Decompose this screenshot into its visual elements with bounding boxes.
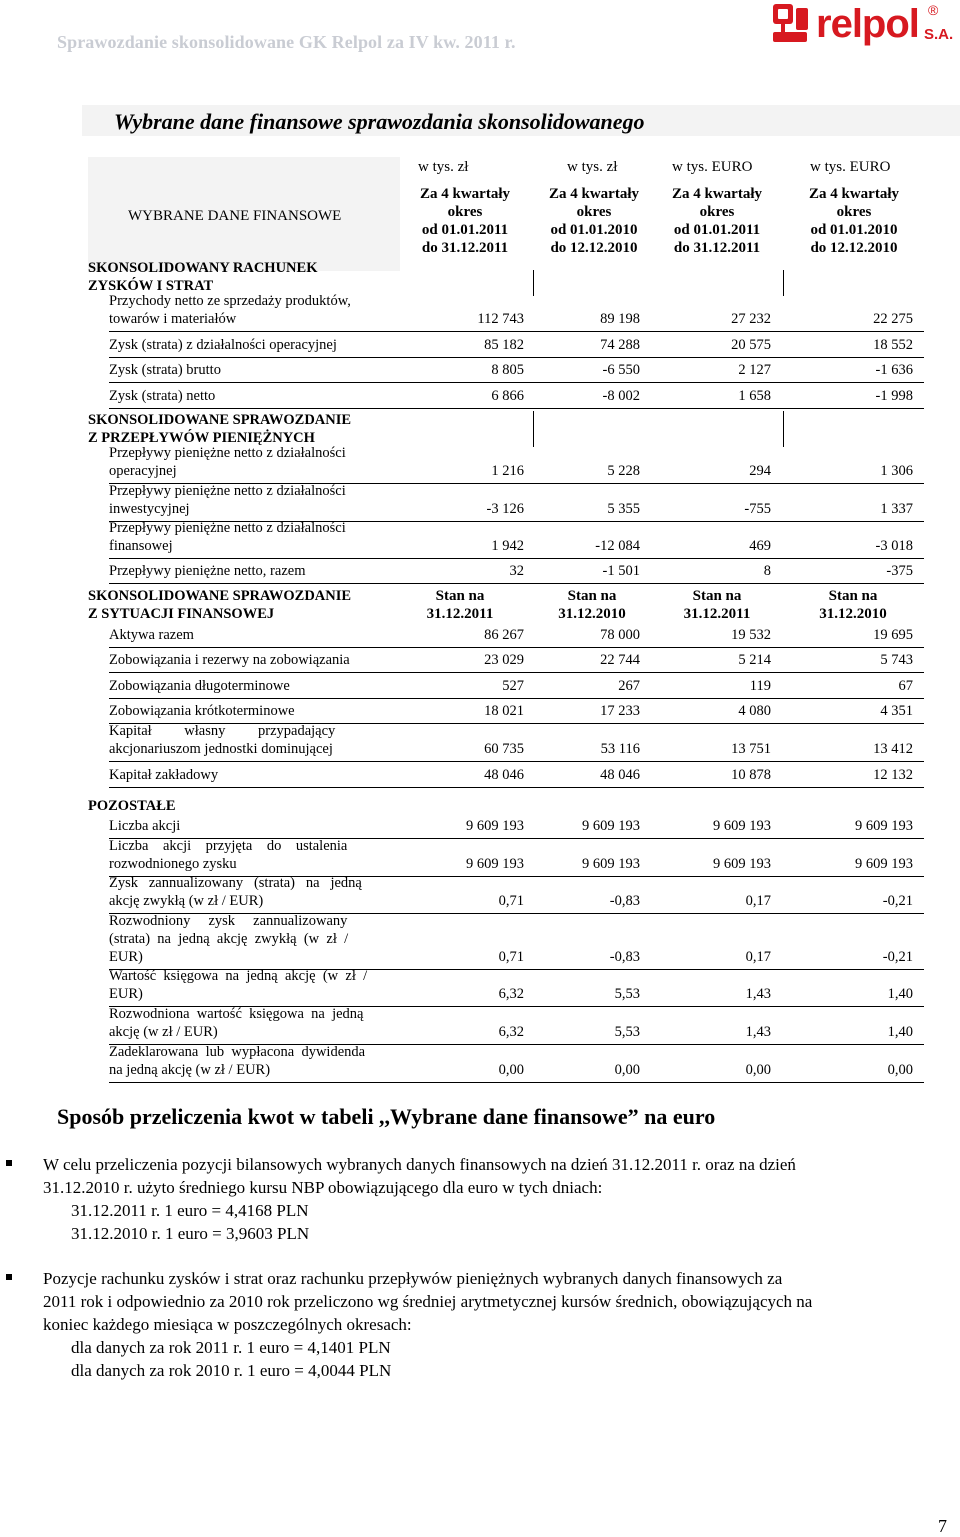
section-title: Wybrane dane finansowe sprawozdania skonsolidowanego (114, 109, 645, 134)
logo-registered-mark: ® (928, 2, 939, 18)
table-head-label: WYBRANE DANE FINANSOWE (128, 208, 342, 224)
row-label: Przepływy pieniężne netto z działalności operacyjnej (109, 445, 346, 479)
unit-col-4: w tys. EURO (810, 159, 891, 175)
row-value-col-4: 5 743 (880, 652, 913, 668)
row-label: Zysk (strata) netto (109, 388, 216, 404)
row-value-col-4: 0,00 (887, 1062, 913, 1078)
row-divider (109, 672, 924, 673)
row-label: Zysk (strata) z działalności operacyjnej (109, 337, 337, 353)
row-value-col-2: 22 744 (600, 652, 640, 668)
row-label: Przepływy pieniężne netto z działalności finansowej (109, 520, 346, 554)
method-paragraph-2: Pozycje rachunku zysków i strat oraz rachunku przepływów pieniężnych wybranych danych finansowych za 2011 rok i odpowiednio za 2010 rok przeliczono wg średniej arytmetycznej kursów średnich, obowiązujących na koniec każdego miesiąca w poszczególnych okresach: dla danych za rok 2011 r. 1 euro = 4,1401 PLN dla danych za rok 2010 r. 1 euro = 4,0044 PLN (43, 1269, 813, 1380)
row-value-col-4: 67 (898, 678, 913, 694)
row-value-col-4: 1 337 (880, 501, 913, 517)
row-value-col-4: -1 636 (875, 362, 913, 378)
row-value-col-1: 18 021 (484, 703, 524, 719)
row-value-col-3: 9 609 193 (713, 856, 771, 872)
row-label: Przychody netto ze sprzedaży produktów, towarów i materiałów (109, 293, 351, 327)
row-value-col-2: -1 501 (602, 563, 640, 579)
row-label: Zadeklarowana lub wypłacona dywidenda na jedną akcję (w zł / EUR) (109, 1044, 366, 1078)
row-value-col-3: -755 (744, 501, 771, 517)
row-value-col-1: 0,71 (498, 949, 524, 965)
row-value-col-4: 1,40 (887, 1024, 913, 1040)
row-value-col-2: 9 609 193 (582, 818, 640, 834)
row-value-col-4: 22 275 (873, 311, 913, 327)
row-label: Wartość księgowa na jedną akcję (w zł / EUR) (109, 968, 368, 1002)
row-divider (109, 357, 924, 358)
row-value-col-3: 5 214 (738, 652, 771, 668)
row-divider (109, 698, 924, 699)
period-col-2: Za 4 kwartały okres od 01.01.2010 do 12.12.2010 (549, 186, 639, 256)
row-value-col-2: -0,83 (609, 949, 640, 965)
row-value-col-3: 27 232 (731, 311, 771, 327)
row-value-col-4: 12 132 (873, 767, 913, 783)
row-value-col-1: 1 942 (491, 538, 524, 554)
row-divider (109, 1082, 924, 1083)
section-label-financial-position: SKONSOLIDOWANE SPRAWOZDANIE Z SYTUACJI FINANSOWEJ (88, 588, 352, 622)
row-divider (109, 408, 924, 409)
bullet-icon (6, 1160, 12, 1166)
balance-head-col-1: Stan na 31.12.2011 (426, 588, 494, 622)
row-divider (109, 558, 924, 559)
row-label: Zysk zannualizowany (strata) na jedną akcję zwykłą (w zł / EUR) (109, 875, 362, 909)
row-label: Rozwodniona wartość księgowa na jedną akcję (w zł / EUR) (109, 1006, 364, 1040)
row-value-col-1: 6 866 (491, 388, 524, 404)
row-value-col-1: 527 (502, 678, 524, 694)
row-label: Liczba akcji (109, 818, 181, 834)
row-divider (109, 583, 924, 584)
row-value-col-2: 5 355 (607, 501, 640, 517)
method-heading: Sposób przeliczenia kwot w tabeli ,,Wybrane dane finansowe” na euro (57, 1104, 716, 1129)
row-value-col-3: 19 532 (731, 627, 771, 643)
row-label: Zobowiązania długoterminowe (109, 678, 290, 694)
row-value-col-4: 18 552 (873, 337, 913, 353)
row-value-col-3: 1,43 (745, 986, 771, 1002)
period-col-4: Za 4 kwartały okres od 01.01.2010 do 12.12.2010 (809, 186, 899, 256)
grid-line (533, 411, 534, 447)
row-value-col-2: 17 233 (600, 703, 640, 719)
row-value-col-3: 8 (763, 563, 771, 579)
relay-icon (770, 2, 814, 46)
row-value-col-4: 19 695 (873, 627, 913, 643)
row-value-col-4: -3 018 (875, 538, 913, 554)
row-label: Kapitał własny przypadający akcjonariuszom jednostki dominującej (109, 723, 336, 757)
row-value-col-1: 32 (509, 563, 524, 579)
row-value-col-3: 294 (749, 463, 771, 479)
row-divider (109, 647, 924, 648)
row-value-col-4: 1,40 (887, 986, 913, 1002)
row-value-col-2: 74 288 (600, 337, 640, 353)
row-value-col-2: 0,00 (614, 1062, 640, 1078)
row-value-col-2: 53 116 (600, 741, 640, 757)
balance-head-col-2: Stan na 31.12.2010 (558, 588, 626, 622)
row-label: Zobowiązania i rezerwy na zobowiązania (109, 652, 350, 668)
document-header-title: Sprawozdanie skonsolidowane GK Relpol za IV kw. 2011 r. (57, 32, 516, 52)
row-value-col-2: 5,53 (614, 1024, 640, 1040)
unit-col-3: w tys. EURO (672, 159, 753, 175)
section-label-cashflow: SKONSOLIDOWANE SPRAWOZDANIE Z PRZEPŁYWÓW PIENIĘŻNYCH (88, 412, 352, 446)
grid-line (783, 270, 784, 296)
row-value-col-2: 5,53 (614, 986, 640, 1002)
row-value-col-4: -0,21 (882, 949, 913, 965)
row-value-col-3: 469 (749, 538, 771, 554)
row-label: Liczba akcji przyjęta do ustalenia rozwodnionego zysku (109, 838, 348, 872)
row-value-col-3: 0,17 (745, 893, 771, 909)
unit-col-2: w tys. zł (567, 159, 618, 175)
logo-suffix: S.A. (924, 26, 954, 43)
row-value-col-2: 89 198 (600, 311, 640, 327)
row-value-col-3: 119 (749, 678, 771, 694)
row-value-col-3: 2 127 (738, 362, 771, 378)
row-value-col-4: 9 609 193 (855, 856, 913, 872)
row-value-col-1: 1 216 (491, 463, 524, 479)
row-value-col-3: 0,00 (745, 1062, 771, 1078)
method-paragraph-1: W celu przeliczenia pozycji bilansowych wybranych danych finansowych na dzień 31.12.2011 r. oraz na dzień 31.12.2010 r. użyto średniego kursu NBP obowiązującego dla euro w tych dniach: 31.12.2011 r. 1 euro = 4,4168 PLN 31.12.2010 r. 1 euro = 3,9603 PLN (43, 1155, 796, 1243)
row-value-col-4: -1 998 (875, 388, 913, 404)
row-label: Kapitał zakładowy (109, 767, 219, 783)
row-value-col-1: 86 267 (484, 627, 524, 643)
period-col-3: Za 4 kwartały okres od 01.01.2011 do 31.12.2011 (672, 186, 762, 256)
row-divider (109, 331, 924, 332)
row-value-col-1: 60 735 (484, 741, 524, 757)
row-value-col-4: 9 609 193 (855, 818, 913, 834)
row-value-col-2: 9 609 193 (582, 856, 640, 872)
row-label: Przepływy pieniężne netto z działalności inwestycyjnej (109, 483, 346, 517)
bullet-icon (6, 1274, 12, 1280)
row-value-col-3: 20 575 (731, 337, 771, 353)
row-value-col-1: 0,00 (498, 1062, 524, 1078)
row-label: Aktywa razem (109, 627, 194, 643)
row-value-col-4: 1 306 (880, 463, 913, 479)
row-value-col-4: -0,21 (882, 893, 913, 909)
row-value-col-3: 1 658 (738, 388, 771, 404)
row-value-col-1: -3 126 (486, 501, 524, 517)
relpol-logo (770, 2, 960, 46)
row-value-col-2: -8 002 (602, 388, 640, 404)
row-value-col-3: 13 751 (731, 741, 771, 757)
balance-head-col-3: Stan na 31.12.2011 (683, 588, 751, 622)
row-value-col-1: 112 743 (477, 311, 524, 327)
row-label: Przepływy pieniężne netto, razem (109, 563, 306, 579)
row-value-col-2: -0,83 (609, 893, 640, 909)
row-value-col-3: 1,43 (745, 1024, 771, 1040)
period-col-1: Za 4 kwartały okres od 01.01.2011 do 31.12.2011 (420, 186, 510, 256)
row-value-col-3: 10 878 (731, 767, 771, 783)
balance-head-col-4: Stan na 31.12.2010 (819, 588, 887, 622)
row-value-col-1: 8 805 (491, 362, 524, 378)
row-label: Rozwodniony zysk zannualizowany (strata) na jedną akcję zwykłą (w zł / EUR) (109, 913, 349, 965)
section-label-income: SKONSOLIDOWANY RACHUNEK ZYSKÓW I STRAT (88, 260, 318, 294)
row-value-col-2: -6 550 (602, 362, 640, 378)
row-value-col-1: 9 609 193 (466, 818, 524, 834)
row-value-col-1: 85 182 (484, 337, 524, 353)
row-value-col-2: 78 000 (600, 627, 640, 643)
row-value-col-2: 5 228 (607, 463, 640, 479)
row-label: Zysk (strata) brutto (109, 362, 221, 378)
grid-line (533, 270, 534, 296)
row-divider (109, 761, 924, 762)
row-value-col-3: 4 080 (738, 703, 771, 719)
row-value-col-4: 4 351 (880, 703, 913, 719)
row-value-col-3: 0,17 (745, 949, 771, 965)
row-value-col-2: 48 046 (600, 767, 640, 783)
row-divider (109, 787, 924, 788)
row-value-col-1: 9 609 193 (466, 856, 524, 872)
row-value-col-4: -375 (886, 563, 913, 579)
row-value-col-1: 23 029 (484, 652, 524, 668)
row-value-col-1: 6,32 (498, 986, 524, 1002)
row-value-col-3: 9 609 193 (713, 818, 771, 834)
row-divider (109, 382, 924, 383)
row-value-col-4: 13 412 (873, 741, 913, 757)
row-value-col-1: 6,32 (498, 1024, 524, 1040)
row-value-col-1: 0,71 (498, 893, 524, 909)
grid-line (783, 411, 784, 447)
unit-col-1: w tys. zł (418, 159, 469, 175)
section-label-other: POZOSTAŁE (88, 798, 176, 814)
row-value-col-2: 267 (618, 678, 640, 694)
row-value-col-1: 48 046 (484, 767, 524, 783)
row-value-col-2: -12 084 (595, 538, 640, 554)
logo-wordmark: relpol (816, 2, 919, 46)
page-number: 7 (938, 1516, 947, 1536)
row-label: Zobowiązania krótkoterminowe (109, 703, 295, 719)
